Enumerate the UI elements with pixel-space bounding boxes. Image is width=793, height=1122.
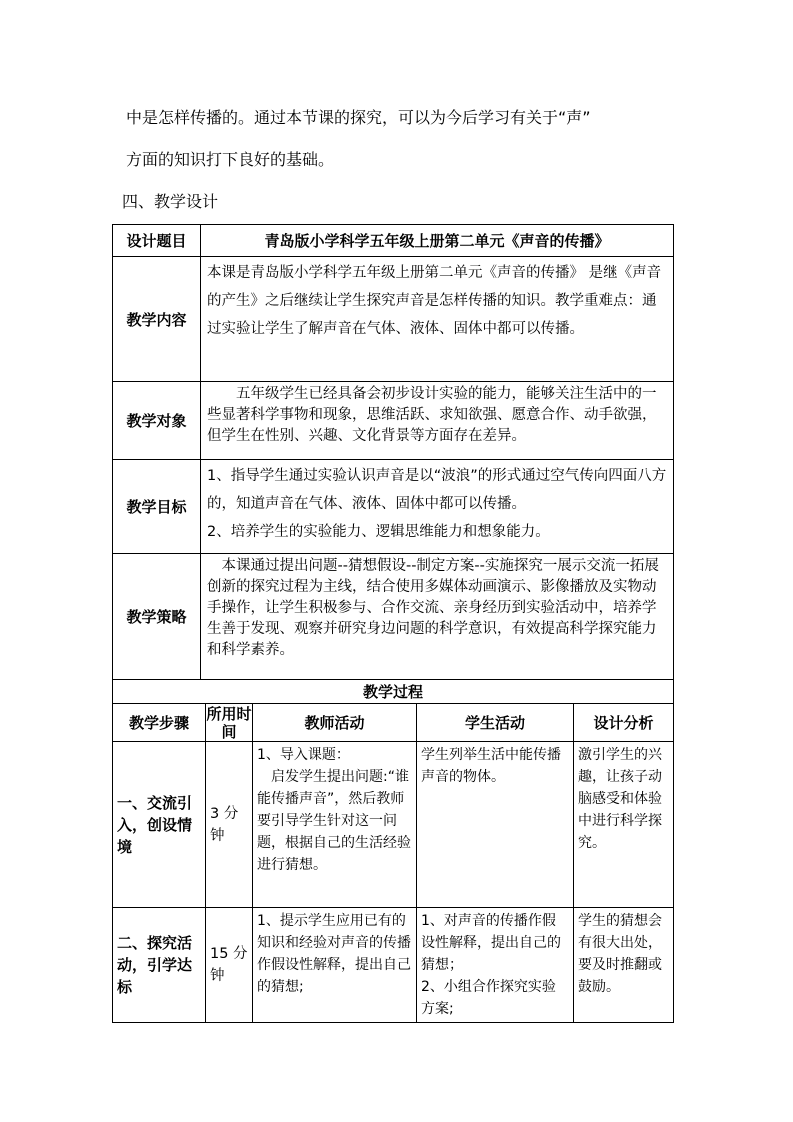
process-row (113, 742, 674, 908)
header-analysis: 设计分析 (574, 704, 674, 742)
analysis-cell: 学生的猜想会有很大出处，要及时推翻或鼓励。 (574, 908, 674, 1023)
analysis-cell: 激引学生的兴趣，让孩子动脑感受和体验中进行科学探究。 (574, 742, 674, 908)
strategy-value: 本课通过提出问题--猜想假设--制定方案--实施探究一展示交流一拓展创新的探究过程为主线，结合使用多媒体动画演示、影像播放及实物动手操作，让学生积极参与、合作交流、亲身经历到实验活动中，培养学生善于发现、观察并研究身边问题的科学意识，有效提高科学探究能力和科学素养。 (201, 554, 674, 680)
section-heading: 四、教学设计 (122, 192, 219, 211)
row-topic (113, 225, 674, 257)
goal-value (201, 460, 674, 554)
teacher-activity-cell: 1、导入课题： 启发学生提出问题:“谁能传播声音”，然后教师要引导学生针对这一问题，根据自己的生活经验进行猜想。 (253, 742, 417, 908)
step-cell: 一、交流引入，创设情境 (113, 742, 206, 908)
target-label: 教学对象 (113, 382, 201, 460)
row-goal (113, 460, 674, 554)
row-content (113, 257, 674, 382)
header-step: 教学步骤 (113, 704, 206, 742)
topic-label: 设计题目 (113, 225, 201, 257)
paragraph-line-1: 中是怎样传播的。通过本节课的探究，可以为今后学习有关于“声” (126, 108, 591, 127)
time-cell: 15 分钟 (206, 908, 253, 1023)
student-activity-cell: 1、对声音的传播作假设性解释，提出自己的猜想； 2、小组合作探究实验方案; (417, 908, 574, 1023)
teacher-activity-cell: 1、提示学生应用已有的知识和经验对声音的传播作假设性解释，提出自己的猜想; (253, 908, 417, 1023)
row-target (113, 382, 674, 460)
content-value: 本课是青岛版小学科学五年级上册第二单元《声音的传播》 是继《声音的产生》之后继续让学生探究声音是怎样传播的知识。教学重难点：通过实验让学生了解声音在气体、液体、固体中都可以传播。 (201, 257, 674, 382)
target-value: 五年级学生已经具备会初步设计实验的能力，能够关注生活中的一些显著科学事物和现象，思维活跃、求知欲强、愿意合作、动手欲强，但学生在性别、兴趣、文化背景等方面存在差异。 (201, 382, 674, 460)
time-cell: 3 分钟 (206, 742, 253, 908)
goal-label: 教学目标 (113, 460, 201, 554)
strategy-label: 教学策略 (113, 554, 201, 680)
teaching-process-table (112, 679, 674, 1023)
student-activity-cell: 学生列举生活中能传播声音的物体。 (417, 742, 574, 908)
row-strategy (113, 554, 674, 680)
process-row (113, 908, 674, 1023)
process-title: 教学过程 (113, 680, 674, 704)
goal-item-2: 2、培养学生的实验能力、逻辑思维能力和想象能力。 (207, 524, 550, 540)
teaching-design-table (112, 224, 674, 680)
paragraph-line-2: 方面的知识打下良好的基础。 (126, 150, 335, 169)
header-teacher: 教师活动 (253, 704, 417, 742)
process-header-row (113, 704, 674, 742)
content-label: 教学内容 (113, 257, 201, 382)
step-cell: 二、探究活动，引学达标 (113, 908, 206, 1023)
process-title-row (113, 680, 674, 704)
header-student: 学生活动 (417, 704, 574, 742)
header-time: 所用时间 (206, 704, 252, 741)
topic-value: 青岛版小学科学五年级上册第二单元《声音的传播》 (201, 225, 674, 257)
goal-item-1: 1、指导学生通过实验认识声音是以“波浪”的形式通过空气传向四面八方的，知道声音在气体、液体、固体中都可以传播。 (207, 468, 667, 512)
